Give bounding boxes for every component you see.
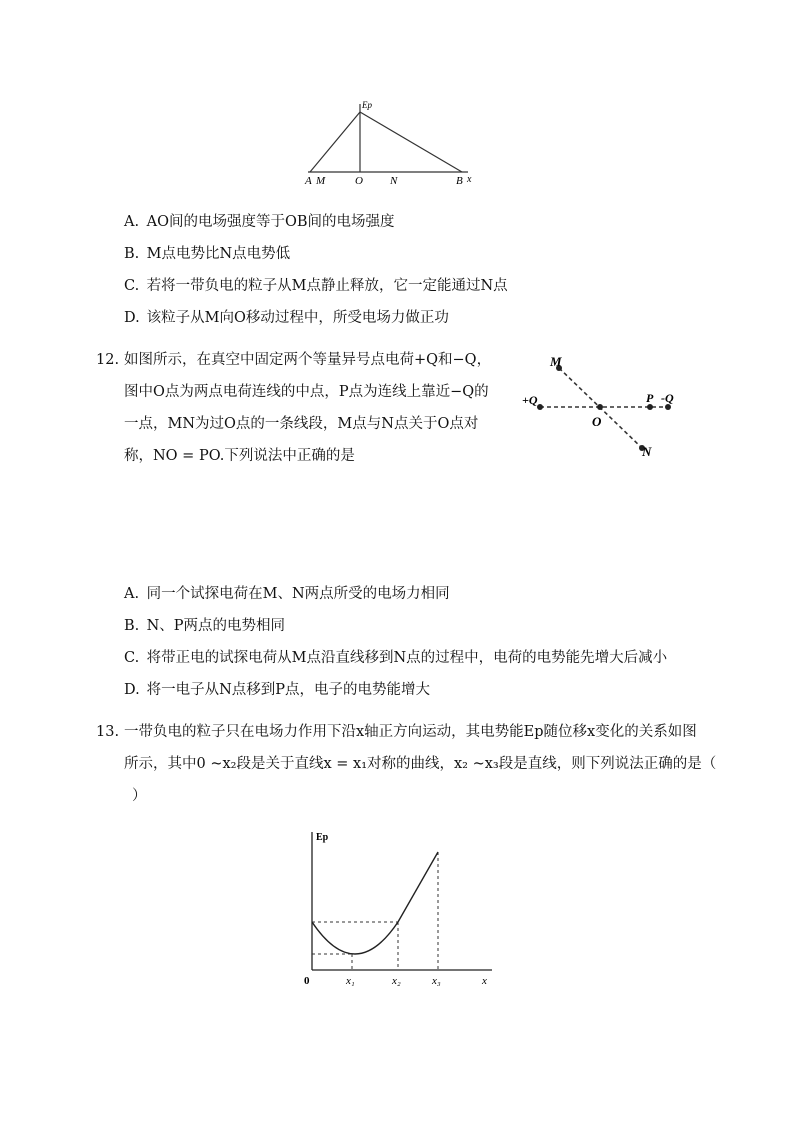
q12-number: 12. [96,352,120,368]
q13-ep-line [398,852,438,922]
q12-option-a: A. 同一个试探电荷在M、N两点所受的电场力相同 [124,586,450,602]
q11-label-o: O [355,175,363,186]
q12-label-p: P [646,391,654,405]
q13-tick-x1: x₁ [346,975,355,987]
q11-ep-left [310,112,360,172]
q13-stem-line-3: ） [132,788,147,804]
q11-option-d: D. 该粒子从M向O移动过程中，所受电场力做正功 [124,310,449,326]
q11-figure [300,96,480,186]
q13-tick-x3: x₃ [432,975,441,987]
q11-option-c: C. 若将一带负电的粒子从M点静止释放，它一定能通过N点 [124,278,508,294]
q13-tick-x2: x₂ [392,975,401,987]
q13-y-label: Ep [316,832,329,843]
q12-point-plusq [537,404,543,410]
q13-x-label: x [482,975,487,987]
q12-stem-line-2: 图中O点为两点电荷连线的中点，P点为连线上靠近−Q的 [124,384,489,400]
q13-stem-line-1: 一带负电的粒子只在电场力作用下沿x轴正方向运动，其电势能Ep随位移x变化的关系如图 [124,724,697,740]
q12-label-o: O [592,414,602,429]
q12-figure [516,350,696,462]
q12-option-b: B. N、P两点的电势相同 [124,618,286,634]
q13-figure [296,826,506,992]
q12-point-o [597,404,603,410]
q11-option-b: B. M点电势比N点电势低 [124,246,291,262]
q12-option-d: D. 将一电子从N点移到P点，电子的电势能增大 [124,682,431,698]
q13-number: 13. [96,724,120,740]
q13-stem-line-2: 所示，其中0 ~x₂段是关于直线x = x₁对称的曲线，x₂ ~x₃段是直线，则下列说法正确的是（ [124,756,717,772]
q11-label-x: x [467,174,472,185]
q12-label-m: M [550,354,562,369]
q12-label-n: N [642,444,652,459]
q11-label-a: A [305,175,312,186]
q12-stem-line-1: 如图所示，在真空中固定两个等量异号点电荷+Q和−Q， [124,352,492,368]
q11-ep-right [360,112,462,172]
q12-option-c: C. 将带正电的试探电荷从M点沿直线移到N点的过程中，电荷的电势能先增大后减小 [124,650,668,666]
q12-stem-line-3: 一点，MN为过O点的一条线段，M点与N点关于O点对 [124,416,479,432]
q11-y-label: Ep [362,100,372,110]
q11-label-n: N [390,175,398,186]
q13-ep-curve [312,922,398,954]
q12-label-plusq: +Q [522,393,538,407]
q11-label-b: B [456,175,463,186]
q12-stem-line-4: 称，NO = PO.下列说法中正确的是 [124,448,355,464]
q13-origin-label: 0 [304,975,310,987]
q11-option-a: A. AO间的电场强度等于OB间的电场强度 [124,214,395,230]
q11-label-m: M [316,175,326,186]
q12-label-minusq: -Q [661,391,674,405]
